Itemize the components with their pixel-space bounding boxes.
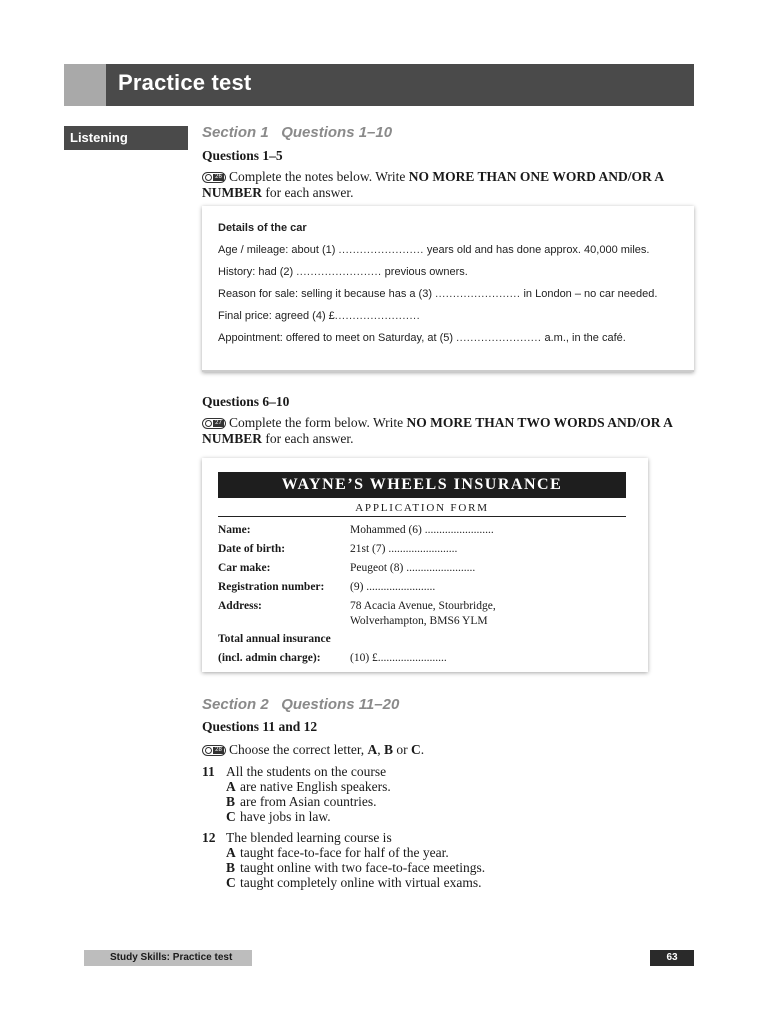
cd-icon: 26 — [202, 172, 226, 183]
answer-blank-4[interactable]: ........................ — [334, 310, 421, 322]
questions-1-5-instructions: 26 Complete the notes below. Write NO MORE THAN ONE WORD AND/OR A NUMBER for each answer. — [202, 169, 665, 200]
notes-line-4: Final price: agreed (4) £........................ — [218, 310, 421, 322]
option-a[interactable]: A taught face-to-face for half of the year. — [226, 845, 449, 860]
answer-blank-3[interactable]: ........................ — [435, 288, 521, 300]
page-title: Practice test — [118, 70, 252, 95]
form-subtitle: APPLICATION FORM — [218, 502, 626, 517]
section-2-heading: Section 2 Questions 11–20 — [202, 696, 400, 713]
answer-blank-10[interactable]: (10) £........................ — [350, 652, 447, 664]
question-12: 12 The blended learning course is A taught face-to-face for half of the year. B taught online with two face-to-face meetings. C taught completely online with virtual exams. — [202, 830, 486, 890]
questions-11-12-heading: Questions 11 and 12 — [202, 719, 318, 734]
questions-6-10-heading: Questions 6–10 — [202, 394, 290, 409]
answer-blank-5[interactable]: ........................ — [456, 332, 542, 344]
answer-blank-2[interactable]: ........................ — [296, 266, 382, 278]
footer-title: Study Skills: Practice test — [84, 950, 252, 966]
questions-6-10-instructions: 27 Complete the form below. Write NO MORE THAN TWO WORDS AND/OR A NUMBER for each answer. — [202, 415, 673, 446]
notes-line-3: Reason for sale: selling it because has a (3) ........................ in London – no car needed. — [218, 288, 658, 300]
notes-line-5: Appointment: offered to meet on Saturday, at (5) ........................ a.m., in the café. — [218, 332, 626, 344]
page-banner — [64, 64, 694, 106]
cd-icon: 28 — [202, 745, 226, 756]
banner-tab — [64, 64, 106, 106]
notes-title: Details of the car — [218, 222, 307, 234]
option-c[interactable]: C taught completely online with virtual exams. — [226, 875, 482, 890]
questions-1-5-heading: Questions 1–5 — [202, 148, 283, 163]
answer-blank-8[interactable]: Peugeot (8) ........................ — [350, 562, 476, 574]
answer-blank-7[interactable]: 21st (7) ........................ — [350, 543, 458, 555]
car-notes-box — [202, 206, 694, 372]
form-title: WAYNE’S WHEELS INSURANCE — [218, 472, 626, 498]
question-11: 11 All the students on the course A are native English speakers. B are from Asian countries. C have jobs in law. — [202, 764, 391, 824]
insurance-form: WAYNE’S WHEELS INSURANCE APPLICATION FORM Name: Mohammed (6) ........................ Date of birth: 21st (7) ........................ Car make: Peugeot (8) ........................ Registration number: (9) ........................ Address: 78 Acacia Avenue, Stourbridge, Wolverhampton, BMS6 YLM Total annual insurance (incl. admin charge): (10) £........................ — [202, 458, 648, 672]
page-number: 63 — [650, 950, 694, 966]
notes-line-2: History: had (2) ........................ previous owners. — [218, 266, 468, 278]
section-1-heading: Section 1 Questions 1–10 — [202, 124, 393, 141]
answer-blank-1[interactable]: ........................ — [338, 244, 424, 256]
option-a[interactable]: A are native English speakers. — [226, 779, 391, 794]
option-c[interactable]: C have jobs in law. — [226, 809, 331, 824]
listening-label: Listening — [64, 126, 188, 150]
cd-icon: 27 — [202, 418, 226, 429]
option-b[interactable]: B are from Asian countries. — [226, 794, 377, 809]
questions-11-12-instructions: 28 Choose the correct letter, A, B or C. — [202, 742, 682, 758]
notes-line-1: Age / mileage: about (1) ........................ years old and has done approx. 40,000 miles. — [218, 244, 650, 256]
option-b[interactable]: B taught online with two face-to-face meetings. — [226, 860, 486, 875]
answer-blank-6[interactable]: Mohammed (6) ........................ — [350, 524, 494, 536]
answer-blank-9[interactable]: (9) ........................ — [350, 581, 436, 593]
